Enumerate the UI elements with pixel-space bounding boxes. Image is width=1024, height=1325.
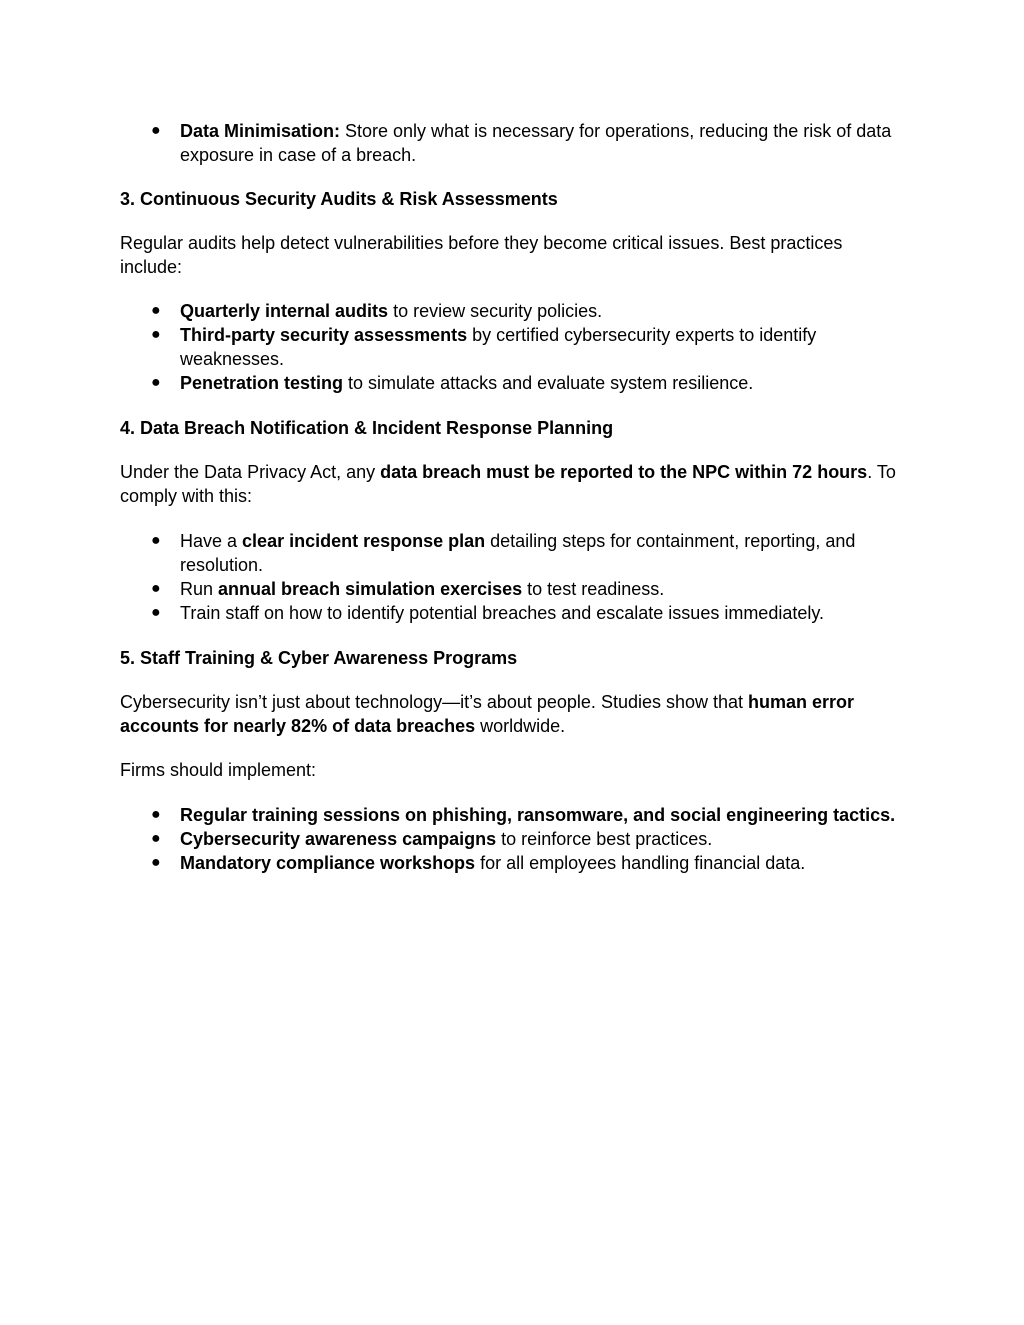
list-item	[120, 577, 900, 601]
list-item	[120, 601, 900, 625]
item-text: detailing steps for containment, reporting, and resolution.	[180, 531, 856, 575]
item-bold: Data Minimisation:	[180, 121, 341, 141]
item-text: to reinforce best practices.	[496, 829, 713, 849]
item-bold: clear incident response plan	[242, 531, 486, 551]
bullet-icon: ●	[151, 326, 161, 343]
bullet-icon: ●	[151, 604, 161, 621]
item-text: to review security policies.	[388, 301, 603, 321]
item-pre: Run	[180, 579, 219, 599]
intro-text: worldwide.	[475, 716, 566, 736]
intro-bold: human error accounts for nearly 82% of data breaches	[120, 692, 855, 736]
item-bold: Penetration testing	[180, 373, 344, 393]
section-5-intro	[120, 690, 900, 738]
audit-practices-list	[120, 299, 900, 395]
item-bold: annual breach simulation exercises	[218, 579, 523, 599]
list-item	[120, 827, 900, 851]
intro-bold: data breach must be reported to the NPC within 72 hours	[380, 462, 868, 482]
list-item	[120, 323, 900, 371]
section-4-heading: 4. Data Breach Notification & Incident Response Planning	[120, 418, 614, 438]
bullet-icon: ●	[151, 830, 161, 847]
intro-text: Cybersecurity isn’t just about technology—it’s about people. Studies show that	[120, 692, 749, 712]
bullet-icon: ●	[151, 302, 161, 319]
item-text: Train staff on how to identify potential breaches and escalate issues immediately.	[180, 603, 825, 623]
bullet-icon: ●	[151, 532, 161, 549]
item-text: Store only what is necessary for operations, reducing the risk of data exposure in case of a breach.	[180, 121, 892, 165]
data-protection-list	[120, 119, 900, 167]
section-5-heading: 5. Staff Training & Cyber Awareness Programs	[120, 648, 518, 668]
section-4-intro	[120, 460, 900, 508]
item-bold: Regular training sessions on phishing, ransomware, and social engineering tactics.	[180, 805, 896, 825]
list-item	[120, 529, 900, 577]
section-3-heading: 3. Continuous Security Audits & Risk Assessments	[120, 189, 558, 209]
training-programs-list	[120, 803, 900, 875]
list-item	[120, 371, 900, 395]
bullet-icon: ●	[151, 806, 161, 823]
item-text: by certified cybersecurity experts to identify weaknesses.	[180, 325, 817, 369]
bullet-icon: ●	[151, 854, 161, 871]
bullet-icon: ●	[151, 374, 161, 391]
item-bold: Cybersecurity awareness campaigns	[180, 829, 497, 849]
bullet-icon: ●	[151, 580, 161, 597]
intro-text: . To comply with this:	[120, 462, 896, 506]
item-bold: Third-party security assessments	[180, 325, 468, 345]
item-pre: Have a	[180, 531, 243, 551]
list-item	[120, 299, 900, 323]
document-content	[120, 119, 900, 875]
section-5-firms: Firms should implement:	[120, 760, 317, 780]
bullet-icon: ●	[151, 122, 161, 139]
item-text: to test readiness.	[522, 579, 665, 599]
item-text: for all employees handling financial data.	[475, 853, 806, 873]
list-item	[120, 119, 900, 167]
section-3-intro: Regular audits help detect vulnerabilities before they become critical issues. Best practices include:	[120, 233, 843, 277]
list-item	[120, 851, 900, 875]
incident-response-list	[120, 529, 900, 625]
item-text: to simulate attacks and evaluate system resilience.	[343, 373, 754, 393]
list-item	[120, 803, 900, 827]
item-bold: Quarterly internal audits	[180, 301, 389, 321]
item-bold: Mandatory compliance workshops	[180, 853, 476, 873]
intro-text: Under the Data Privacy Act, any	[120, 462, 381, 482]
